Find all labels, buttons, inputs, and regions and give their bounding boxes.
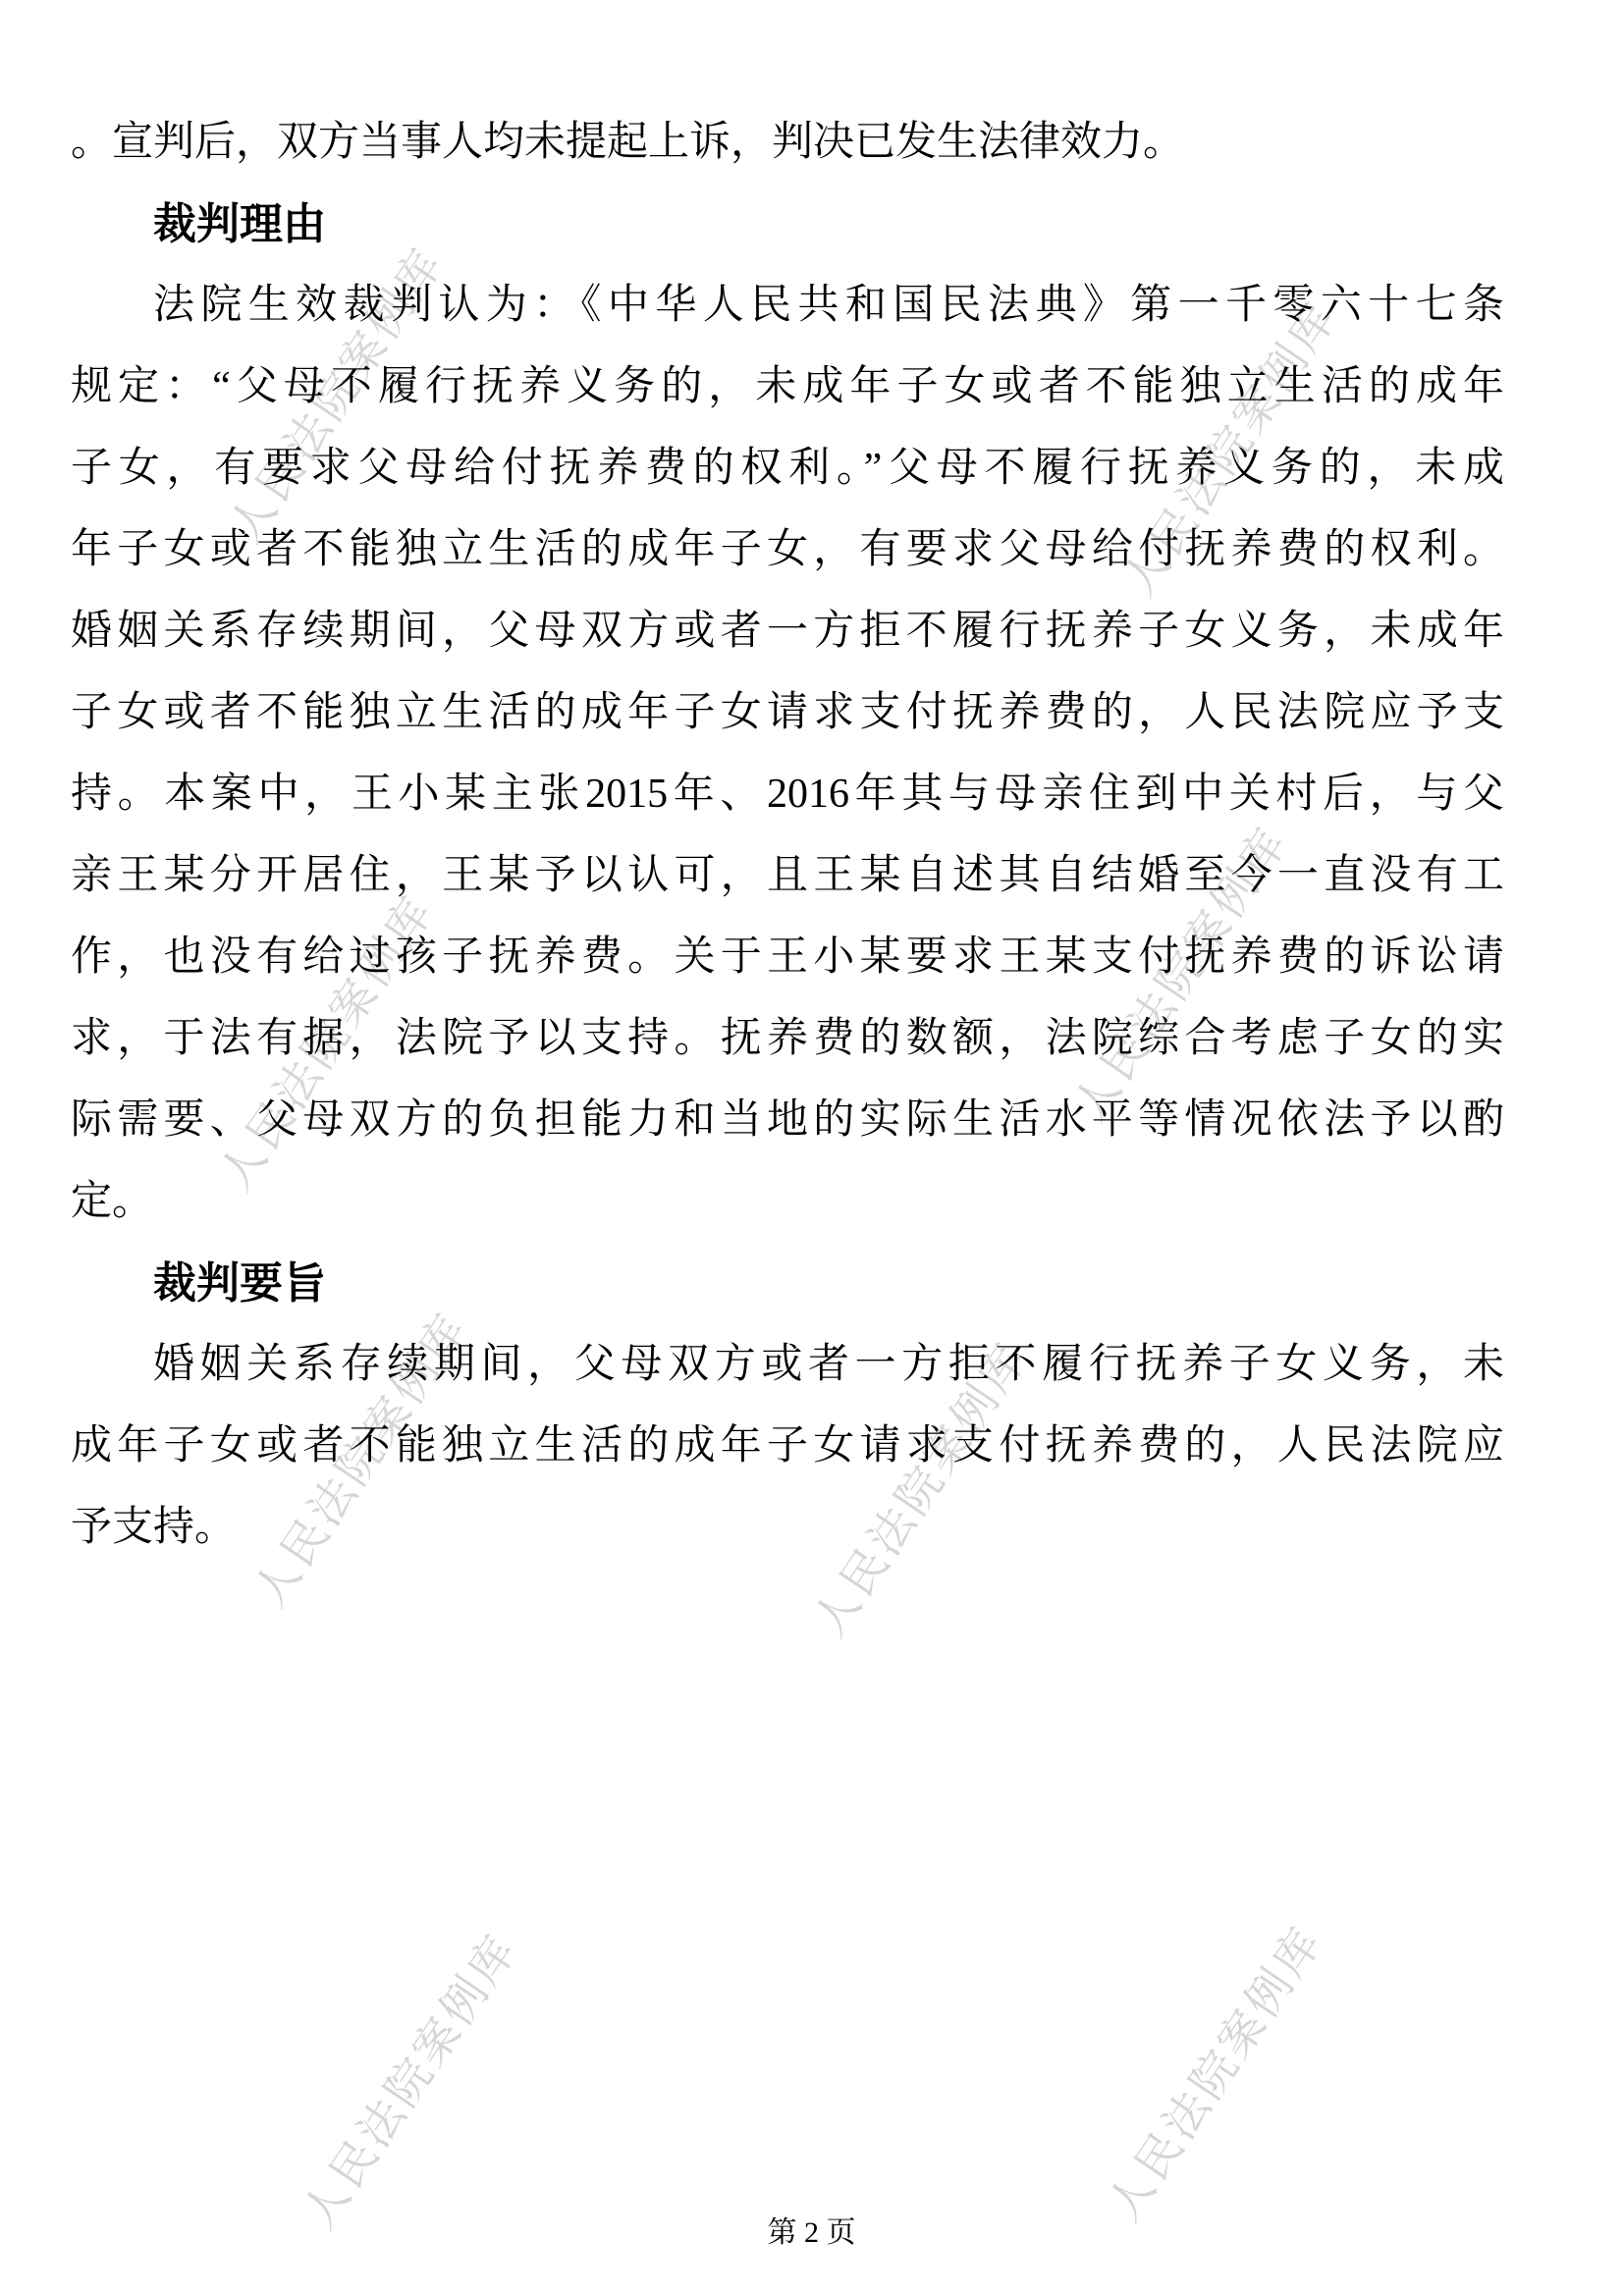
watermark-text: 人民法院案例库	[803, 1332, 1038, 1646]
paragraph-line: 成年子女或者不能独立生活的成年子女请求支付抚养费的，人民法院应	[71, 1423, 1504, 1468]
section-heading-gist: 裁判要旨	[153, 1259, 326, 1308]
paragraph-line: 规定：“父母不履行抚养义务的，未成年子女或者不能独立生活的成年	[71, 364, 1504, 409]
paragraph-line: 持。本案中，王小某主张2015年、2016年其与母亲住到中关村后，与父	[71, 772, 1504, 817]
page-footer	[0, 2208, 1623, 2251]
watermark-text: 人民法院案例库	[1098, 1916, 1332, 2230]
intro-continuation-line: 。宣判后，双方当事人均未提起上诉，判决已发生法律效力。	[71, 120, 1185, 165]
paragraph-line: 法院生效裁判认为：《中华人民共和国民法典》第一千零六十七条	[153, 283, 1504, 328]
paragraph-line: 年子女或者不能独立生活的成年子女，有要求父母给付抚养费的权利。	[71, 527, 1504, 572]
paragraph-line: 婚姻关系存续期间，父母双方或者一方拒不履行抚养子女义务，未	[153, 1342, 1504, 1387]
watermark-text: 人民法院案例库	[293, 1924, 527, 2238]
document-content	[71, 102, 1504, 1569]
page-number: 第 2 页	[767, 2216, 856, 2249]
paragraph-line: 定。	[71, 1179, 154, 1224]
paragraph-line: 婚姻关系存续期间，父母双方或者一方拒不履行抚养子女义务，未成年	[71, 609, 1504, 654]
watermark-text: 人民法院案例库	[209, 885, 444, 1200]
paragraph-line: 亲王某分开居住，王某予以认可，且王某自述其自结婚至今一直没有工	[71, 853, 1504, 898]
watermark-text: 人民法院案例库	[1063, 817, 1298, 1131]
paragraph-line: 际需要、父母双方的负担能力和当地的实际生活水平等情况依法予以酌	[71, 1097, 1504, 1143]
watermark-text: 人民法院案例库	[1112, 292, 1347, 606]
paragraph-line: 作，也没有给过孩子抚养费。关于王小某要求王某支付抚养费的诉讼请	[71, 934, 1504, 980]
paragraph-line: 予支持。	[71, 1505, 237, 1550]
watermark-text: 人民法院案例库	[243, 1303, 478, 1617]
paragraph-line: 子女，有要求父母给付抚养费的权利。”父母不履行抚养义务的，未成	[71, 446, 1504, 491]
section-heading-reasons: 裁判理由	[153, 200, 326, 248]
paragraph-line: 求，于法有据，法院予以支持。抚养费的数额，法院综合考虑子女的实	[71, 1016, 1504, 1061]
watermark-text: 人民法院案例库	[219, 238, 454, 552]
paragraph-line: 子女或者不能独立生活的成年子女请求支付抚养费的，人民法院应予支	[71, 690, 1504, 735]
